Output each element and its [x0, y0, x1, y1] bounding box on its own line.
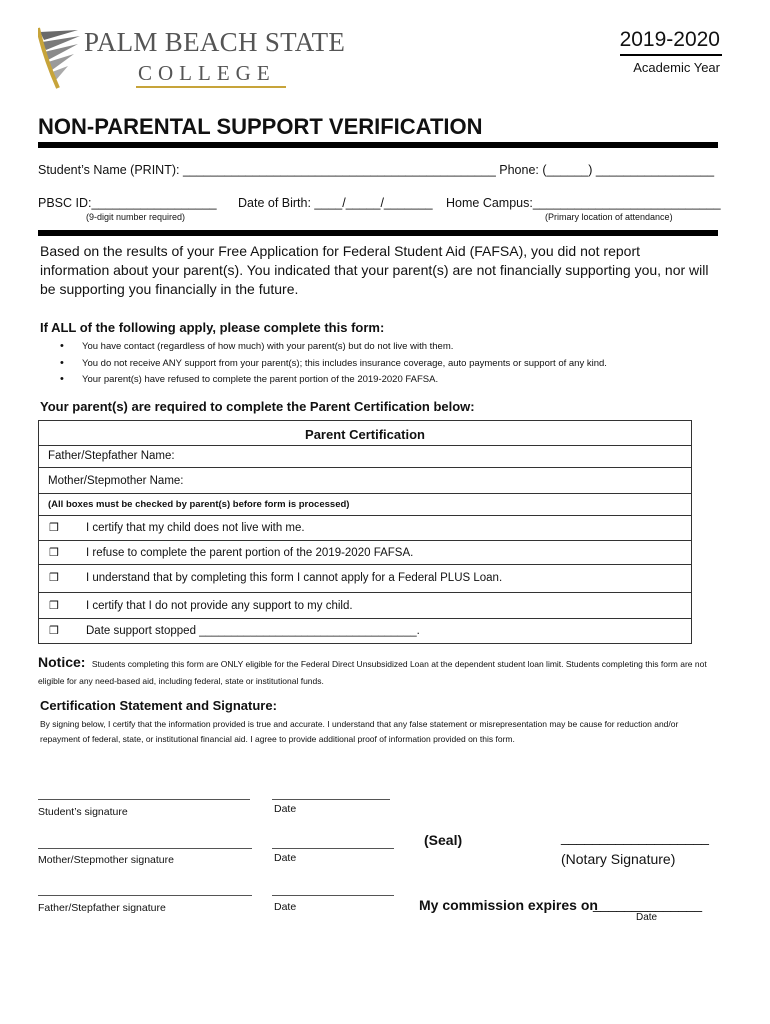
checkbox-label: Date support stopped __________________________________.: [86, 625, 420, 637]
student-signature-label: Student’s signature: [38, 806, 128, 818]
academic-year-label: Academic Year: [633, 60, 720, 75]
logo-wordmark-bottom: COLLEGE: [138, 61, 276, 85]
checkbox-row[interactable]: [39, 593, 691, 619]
checkbox-icon[interactable]: ❒: [49, 600, 59, 612]
commission-date-line[interactable]: ______________: [593, 896, 703, 912]
seal-label: (Seal): [424, 832, 463, 848]
list-item: • You have contact (regardless of how much) with your parent(s) but do not live with them.: [60, 341, 607, 358]
student-date-line[interactable]: [272, 799, 390, 800]
father-date-label: Date: [274, 901, 297, 913]
checkbox-icon[interactable]: ❒: [49, 522, 59, 534]
commission-date-label: Date: [636, 912, 658, 923]
instruction-row: [39, 494, 691, 516]
mother-date-label: Date: [274, 852, 297, 864]
student-name-field[interactable]: Student’s Name (PRINT): _____________________________________________ Phone: (______) _________________: [38, 163, 715, 177]
student-signature-line[interactable]: [38, 799, 250, 800]
notice-text: Students completing this form are ONLY eligible for the Federal Direct Unsubsidized Loan at the dependent student loan limit. Students completing this form are not eligible for any need-based aid, including federal, state or institutional funds.: [38, 659, 707, 686]
home-campus-field[interactable]: Home Campus:___________________________: [446, 196, 721, 210]
list-item: • Your parent(s) have refused to complete the parent portion of the 2019-2020 FAFSA.: [60, 374, 607, 391]
mother-date-line[interactable]: [272, 848, 394, 849]
father-date-line[interactable]: [272, 895, 394, 896]
notary-signature-line[interactable]: ___________________: [561, 829, 709, 845]
checkbox-row[interactable]: [39, 565, 691, 593]
year-rule: [620, 54, 722, 56]
college-logo: [38, 24, 346, 90]
mother-name-row[interactable]: [39, 468, 691, 494]
list-item: • You do not receive ANY support from your parent(s); this includes insurance coverage, auto payments or support of any kind.: [60, 358, 607, 375]
student-date-label: Date: [274, 803, 297, 815]
pbsc-id-field[interactable]: PBSC ID:__________________: [38, 196, 217, 210]
parent-heading: Your parent(s) are required to complete the Parent Certification below:: [40, 399, 475, 414]
mother-signature-line[interactable]: [38, 848, 252, 849]
dob-field[interactable]: Date of Birth: ____/_____/_______: [238, 196, 433, 210]
commission-label: My commission expires on: [419, 897, 598, 913]
father-name-row[interactable]: [39, 446, 691, 468]
year-label: 2019-2020: [619, 28, 720, 51]
title-rule: [38, 142, 718, 148]
checkbox-icon[interactable]: ❒: [49, 547, 59, 559]
checkbox-row[interactable]: [39, 516, 691, 541]
checkbox-icon[interactable]: ❒: [49, 625, 59, 637]
instruction-text: (All boxes must be checked by parent(s) before form is processed): [48, 499, 350, 510]
conditions-heading: If ALL of the following apply, please complete this form:: [40, 320, 385, 335]
campus-note: (Primary location of attendance): [545, 212, 673, 222]
checkbox-label: I certify that my child does not live with me.: [86, 522, 305, 534]
checkbox-label: I understand that by completing this form I cannot apply for a Federal PLUS Loan.: [86, 572, 503, 584]
checkbox-label: I refuse to complete the parent portion of the 2019-2020 FAFSA.: [86, 547, 414, 559]
father-signature-line[interactable]: [38, 895, 252, 896]
statement-text: By signing below, I certify that the information provided is true and accurate. I understand that any false statement or misrepresentation may be cause for reduction and/or repayment of federal, state, or institutional financial aid. I agree to provide additional proof of information provided on this form.: [40, 719, 679, 744]
father-signature-label: Father/Stepfather signature: [38, 902, 166, 914]
page-title: NON-PARENTAL SUPPORT VERIFICATION: [38, 114, 483, 139]
checkbox-icon[interactable]: ❒: [49, 572, 59, 584]
palm-leaf-icon: [38, 26, 84, 90]
mother-signature-label: Mother/Stepmother signature: [38, 854, 174, 866]
section-rule: [38, 230, 718, 236]
pbsc-id-note: (9-digit number required): [86, 212, 186, 222]
checkbox-row[interactable]: [39, 619, 691, 643]
conditions-list: [60, 341, 607, 391]
certification-title: Parent Certification: [305, 427, 425, 442]
father-name-label: Father/Stepfather Name:: [48, 450, 175, 462]
intro-paragraph: Based on the results of your Free Application for Federal Student Aid (FAFSA), you did not report information about your parent(s). You indicated that your parent(s) are not financially supporting you, nor will be supporting you financially in the future.: [40, 243, 709, 297]
checkbox-label: I certify that I do not provide any support to my child.: [86, 600, 353, 612]
logo-rule: [136, 86, 286, 88]
notary-signature-label: (Notary Signature): [561, 851, 676, 867]
notice-block: [38, 654, 710, 690]
mother-name-label: Mother/Stepmother Name:: [48, 475, 184, 487]
checkbox-row[interactable]: [39, 541, 691, 565]
certification-title-row: [39, 421, 691, 446]
logo-wordmark-top: PALM BEACH STATE: [84, 27, 346, 57]
parent-certification-table: [38, 420, 692, 644]
notice-label: Notice:: [38, 654, 86, 670]
statement-heading: Certification Statement and Signature:: [40, 698, 277, 713]
